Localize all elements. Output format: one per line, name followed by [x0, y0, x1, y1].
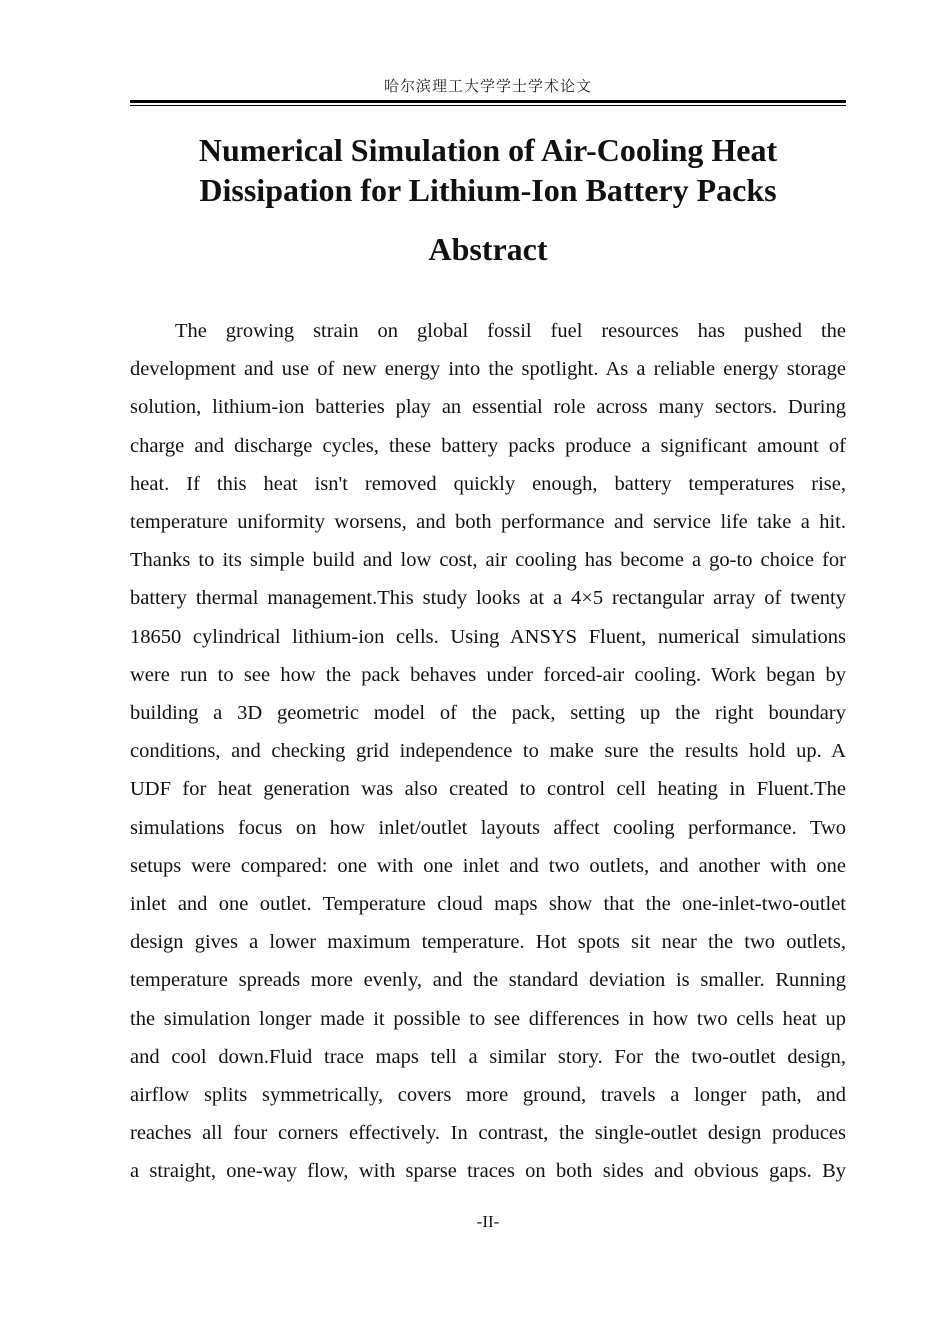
abstract-heading: Abstract [428, 231, 548, 267]
abstract-line: 18650 cylindrical lithium-ion cells. Using ANSYS Fluent, numerical simulations [130, 625, 846, 648]
abstract-line: temperature uniformity worsens, and both performance and service life take a hit. [130, 511, 846, 534]
abstract-line: and cool down.Fluid trace maps tell a similar story. For the two-outlet design, [130, 1045, 846, 1068]
abstract-line: conditions, and checking grid independence to make sure the results hold up. A [130, 740, 846, 763]
abstract-line: solution, lithium-ion batteries play an essential role across many sectors. During [130, 396, 846, 419]
abstract-line: Thanks to its simple build and low cost, air cooling has become a go-to choice for [130, 549, 846, 572]
abstract-body [130, 312, 846, 1191]
abstract-line: heat. If this heat isn't removed quickly enough, battery temperatures rise, [130, 472, 846, 495]
header-rule-thin [130, 105, 846, 106]
abstract-line: UDF for heat generation was also created to control cell heating in Fluent.The [130, 778, 846, 801]
abstract-line: charge and discharge cycles, these battery packs produce a significant amount of [130, 434, 846, 457]
abstract-line: inlet and one outlet. Temperature cloud maps show that the one-inlet-two-outlet [130, 893, 846, 916]
abstract-line: were run to see how the pack behaves under forced-air cooling. Work began by [130, 663, 846, 686]
abstract-line: development and use of new energy into the spotlight. As a reliable energy storage [130, 358, 846, 381]
abstract-line: airflow splits symmetrically, covers more ground, travels a longer path, and [130, 1084, 846, 1107]
abstract-line: simulations focus on how inlet/outlet layouts affect cooling performance. Two [130, 816, 846, 839]
paper-title [130, 130, 846, 210]
abstract-line: design gives a lower maximum temperature. Hot spots sit near the two outlets, [130, 931, 846, 954]
abstract-line: setups were compared: one with one inlet and two outlets, and another with one [130, 854, 846, 877]
abstract-line: building a 3D geometric model of the pack, setting up the right boundary [130, 702, 846, 725]
running-header: 哈尔滨理工大学学士学术论文 [383, 77, 592, 95]
abstract-line: a straight, one-way flow, with sparse traces on both sides and obvious gaps. By [130, 1160, 846, 1183]
abstract-line: The growing strain on global fossil fuel resources has pushed the [175, 320, 846, 342]
abstract-line: the simulation longer made it possible to see differences in how two cells heat up [130, 1007, 846, 1030]
header-rule-thick [130, 100, 846, 103]
title-line-2: Dissipation for Lithium-Ion Battery Packs [199, 172, 777, 208]
title-line-1: Numerical Simulation of Air-Cooling Heat [198, 132, 778, 168]
page-number: -II- [476, 1212, 500, 1231]
abstract-line: battery thermal management.This study looks at a 4×5 rectangular array of twenty [130, 587, 846, 610]
abstract-line: reaches all four corners effectively. In contrast, the single-outlet design produces [130, 1122, 846, 1145]
abstract-line: temperature spreads more evenly, and the standard deviation is smaller. Running [130, 969, 846, 992]
